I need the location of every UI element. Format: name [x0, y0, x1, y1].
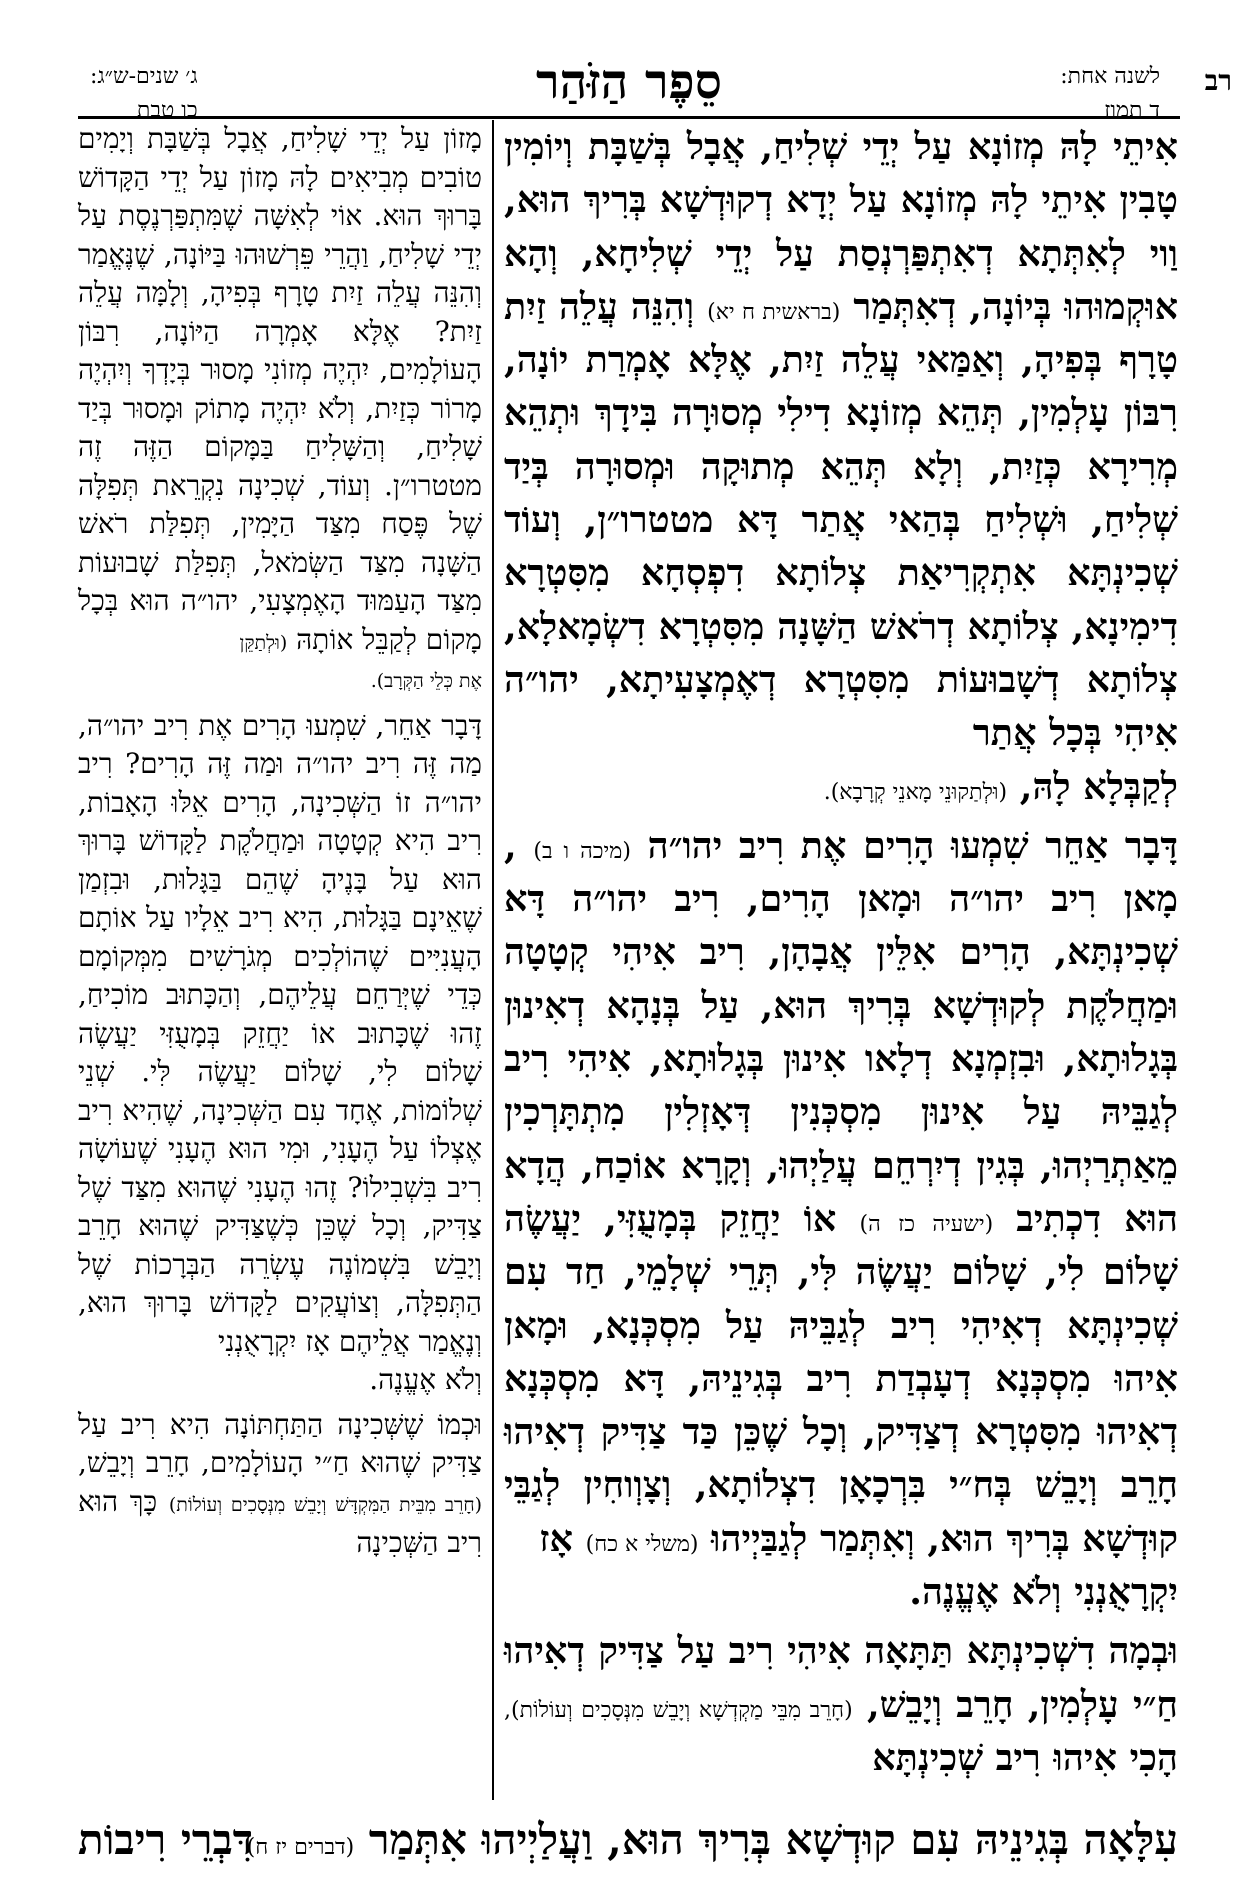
main-paragraph-2: [504, 819, 1178, 1618]
study-schedule-label: לשנה אחת:: [1060, 64, 1160, 89]
trans-p3-note: (חָרֵב מִבֵּית הַמִּקְדָּשׁ וְיָבֵשׁ מִנְּסָכִים וְעוֹלוֹת): [168, 1493, 482, 1516]
main-p2c-text: אוֹ יַחֲזֵק בְּמָעֻזִּי, יַעֲשֶׂה שָׁלוֹם לִי, שָׁלוֹם יַעֲשֶׂה לִּי, תְּרֵי שְׁלָמֵי, חַד עִם שְׁכִינְתָּא דְאִיהִי רִיב לְגַבֵּיהּ עַל מִסְכְּנָא, וּמָאן אִיהוּ מִסְכְּנָא דְעָבְדַת רִיב בְּגִינֵיהּ, דָּא מִסְכְּנָא דְאִיהוּ מִסִּטְרָא דְצַדִּיק, וְכָל שֶׁכֵּן כַּד צַדִּיק דְאִיהוּ חָרֵב וְיָבֵשׁ בְּח״י בִּרְכָאָן דִצְלוֹתָא, וְצָוְוחִין לְגַבֵּי קוּדְשָׁא בְּרִיךְ הוּא, וְאִתְּמַר לְגַבַּיְיהוּ: [504, 1196, 1178, 1560]
trans-p3b-text: כָּךְ הוּא רִיב הַשְּׁכִינָה: [78, 1484, 482, 1559]
catchword: דִּבְרֵי רִיבוֹת: [78, 1815, 253, 1864]
citation-yeshaya: (ישעיה כז ה): [859, 1211, 994, 1237]
trans-p3-text: וּכְמוֹ שֶׁשְּׁכִינָה הַתַּחְתּוֹנָה הִיא רִיב עַל צַדִּיק שֶׁהוּא חַ״י הָעוֹלָמִים, חָרֵב וְיָבֵשׁ,: [78, 1407, 482, 1479]
translation-paragraph-2: [78, 707, 482, 1400]
translation-column: [78, 120, 482, 1800]
citation-mishlei: (משלי א כח): [585, 1531, 699, 1557]
main-p1b-text: וְהִנֵּה עֲלֵה זַיִת טָרָף בְּפִיהָ, וְאַמַּאי עֲלֵה זַיִת, אֶלָּא אָמְרַת יוֹנָה, רִבּוֹן עָלְמִין, תְּהֵא מְזוֹנָא דִילִי מְסוּרָה בִּידָךְ וּתְהֵא מְרִירָא כְּזַיִת, וְלָא תְּהֵא מְתוּקָה וּמְסוּרָה בְּיַד שְׁלִיחַ, וּשְׁלִיחַ בְּהַאי אֲתַר דָּא מטטרו״ן, וְעוֹד שְׁכִינְתָּא אִתְקְרִיאַת צְלוֹתָא דִפְסְחָא מִסִּטְרָא דִימִינָא, צְלוֹתָא דְרֹאשׁ הַשָּׁנָה מִסִּטְרָא דִשְׂמָאלָא, צְלוֹתָא דְשָׁבוּעוֹת מִסִּטְרָא דְאֶמְצָעִיתָא, יהו״ה אִיהִי בְּכָל אֲתַר: [504, 284, 1178, 755]
alt-study-date: כו טבת: [136, 98, 198, 123]
trans-p2-ending: וְלֹא אֶעֱנֶה.: [369, 1363, 482, 1396]
main-p3b-text: הָכִי אִיהוּ רִיב שְׁכִינְתָּא: [872, 1735, 1178, 1779]
main-p3-note: (חָרֵב מִבֵּי מַקְדְשָׁא וְיָבֵשׁ מִנְּסָכִים וְעוֹלוֹת),: [504, 1697, 853, 1723]
main-text-column: [504, 120, 1178, 1800]
translation-paragraph-3: [78, 1406, 482, 1563]
bottom-main-text: עִלָּאָה בְּגִינֵיהּ עִם קוּדְשָׁא בְּרִיךְ הוּא, וַעֲלַיְיהוּ אִתְּמַר: [368, 1815, 1178, 1864]
main-p2d-text: אָז: [539, 1516, 573, 1560]
main-p2-ending: יִקְרָאֻנְנִי וְלֹא אֶעֱנֶה.: [909, 1570, 1178, 1614]
citation-devarim: (דברים יז ח): [246, 1835, 355, 1860]
column-divider: [492, 120, 494, 1800]
main-paragraph-1: [504, 120, 1178, 813]
main-p1-end-note: (וּלְתַקוּנֵי מָאנֵי קְרָבָא).: [823, 779, 1008, 805]
trans-p2-text: דָּבָר אַחֵר, שִׁמְעוּ הָרִים אֶת רִיב יהו״ה, מַה זֶּה רִיב יהו״ה וּמַה זֶּה הָרִים? רִיב יהו״ה זוֹ הַשְּׁכִינָה, הָרִים אֵלּוּ הָאָבוֹת, רִיב הִיא קְטָטָה וּמַחֲלֹקֶת לַקָּדוֹשׁ בָּרוּךְ הוּא עַל בָּנֶיהָ שֶׁהֵם בַּגָּלוּת, וּבִזְמַן שֶׁאֵינָם בַּגָּלוּת, הִיא רִיב אֵלָיו עַל אוֹתָם הָעֲנִיִּים שֶׁהוֹלְכִים מְגֹרָשִׁים מִמְּקוֹמָם כְּדֵי שֶׁיְּרַחֵם עֲלֵיהֶם, וְהַכָּתוּב מוֹכִיחַ, זֶהוּ שֶׁכָּתוּב אוֹ יַחֲזֵק בְּמָעֻזִּי יַעֲשֶׂה שָׁלוֹם לִי, שָׁלוֹם יַעֲשֶׂה לִּי. שְׁנֵי שְׁלוֹמוֹת, אֶחָד עִם הַשְּׁכִינָה, שֶׁהִיא רִיב אֶצְלוֹ עַל הֶעָנִי, וּמִי הוּא הֶעָנִי שֶׁעוֹשָׂה רִיב בִּשְׁבִילוֹ? זֶהוּ הֶעָנִי שֶׁהוּא מִצַּד שֶׁל צַדִּיק, וְכָל שֶׁכֵּן כְּשֶׁצַּדִּיק שֶׁהוּא חָרֵב וְיָבֵשׁ בִּשְׁמוֹנֶה עֶשְׂרֵה הַבְּרָכוֹת שֶׁל הַתְּפִלָּה, וְצוֹעֲקִים לַקָּדוֹשׁ בָּרוּךְ הוּא, וְנֶאֱמַר אֲלֵיהֶם אָז יִקְרָאֻנְנִי: [78, 708, 482, 1358]
main-paragraph-3: [504, 1624, 1178, 1784]
main-p1-ending: [504, 760, 1178, 813]
main-p2b-text: , מָאן רִיב יהו״ה וּמָאן הָרִים, רִיב יהו״ה דָּא שְׁכִינְתָּא, הָרִים אִלֵּין אֲבָהָן, רִיב אִיהִי קְטָטָה וּמַחֲלֹקֶת לְקוּדְשָׁא בְּרִיךְ הוּא, עַל בְּנָהָא דְאִינוּן בְּגָלוּתָא, וּבִזְמְנָא דְלָאו אִינוּן בְּגָלוּתָא, אִיהִי רִיב לְגַבֵּיהּ עַל אִינוּן מִסְכְּנִין דְּאָזְלִין מִתְתָּרְכִין מֵאַתְרַיְהוּ, בְּגִין דְיִרְחֵם עֲלַיְהוּ, וְקָרָא אוֹכַח, הֲדָא הוּא דִכְתִיב: [504, 823, 1178, 1240]
header-divider: [78, 116, 1180, 119]
trans-p1-ending: אֶת כְּלֵי הַקְּרָב).: [370, 670, 482, 692]
main-p3-text: וּבְמָה דִשְׁכִינְתָּא תַּתָּאָה אִיהִי רִיב עַל צַדִּיק דְאִיהוּ חַ״י עָלְמִין, חָרֵב וְיָבֵשׁ,: [504, 1629, 1178, 1726]
alt-schedule-label: ג׳ שנים-ש״ג:: [90, 64, 198, 89]
page-number: רב: [1204, 64, 1232, 97]
citation-bereishit: (בראשית ח יא): [707, 299, 841, 325]
bottom-line: [78, 1812, 1178, 1872]
trans-p1-note: (וּלְתַקֵּן: [239, 631, 288, 654]
main-p1-end-text: לְקַבְּלָא לָהּ,: [1019, 764, 1178, 808]
main-p1-text: אִיתֵי לָהּ מְזוֹנָא עַל יְדֵי שְׁלִיחַ, אֲבָל בְּשַׁבָּת וְיוֹמִין טָבִין אִיתֵי לָהּ מְזוֹנָא עַל יְדָא דְקוּדְשָׁא בְּרִיךְ הוּא, וַוי לְאִתְּתָא דְאִתְפַּרְנְסַת עַל יְדֵי שְׁלִיחָא, וְהָא אוּקְמוּהוּ בְּיוֹנָה, דְאִתְּמַר: [504, 125, 1179, 328]
book-title: סֵפֶר הַזֹּהַר: [536, 54, 722, 110]
trans-p1-text: מָזוֹן עַל יְדֵי שָׁלִיחַ, אֲבָל בְּשַׁבָּת וְיָמִים טוֹבִים מְבִיאִים לָהּ מָזוֹן עַל יְדֵי הַקָּדוֹשׁ בָּרוּךְ הוּא. אוֹי לְאִשָּׁה שֶׁמִּתְפַּרְנֶסֶת עַל יְדֵי שָׁלִיחַ, וַהֲרֵי פֵּרְשׁוּהוּ בַּיּוֹנָה, שֶׁנֶּאֱמַר וְהִנֵּה עֲלֵה זַיִת טָרָף בְּפִיהָ, וְלָמָּה עֲלֵה זַיִת? אֶלָּא אָמְרָה הַיּוֹנָה, רִבּוֹן הָעוֹלָמִים, יִהְיֶה מְזוֹנִי מָסוּר בְּיָדְךָ וְיִהְיֶה מָרוֹר כְּזַיִת, וְלֹא יִהְיֶה מָתוֹק וּמָסוּר בְּיַד שָׁלִיחַ, וְהַשָּׁלִיחַ בַּמָּקוֹם הַזֶּה זֶה מטטרו״ן. וְעוֹד, שְׁכִינָה נִקְרֵאת תְּפִלָּה שֶׁל פֶּסַח מִצַּד הַיָּמִין, תְּפִלַּת רֹאשׁ הַשָּׁנָה מִצַּד הַשְּׂמֹאל, תְּפִלַּת שָׁבוּעוֹת מִצַּד הָעַמּוּד הָאֶמְצָעִי, יהו״ה הוּא בְּכָל מָקוֹם לְקַבֵּל אוֹתָהּ: [78, 122, 482, 656]
main-p2a-text: דָּבָר אַחֵר שִׁמְעוּ הָרִים אֶת רִיב יהו״ה: [647, 823, 1178, 867]
bottom-line-main: [246, 1812, 1178, 1868]
study-date: ד תמוז: [1104, 98, 1160, 123]
citation-micha: (מיכה ו ב): [533, 838, 631, 864]
translation-paragraph-1: [78, 120, 482, 701]
